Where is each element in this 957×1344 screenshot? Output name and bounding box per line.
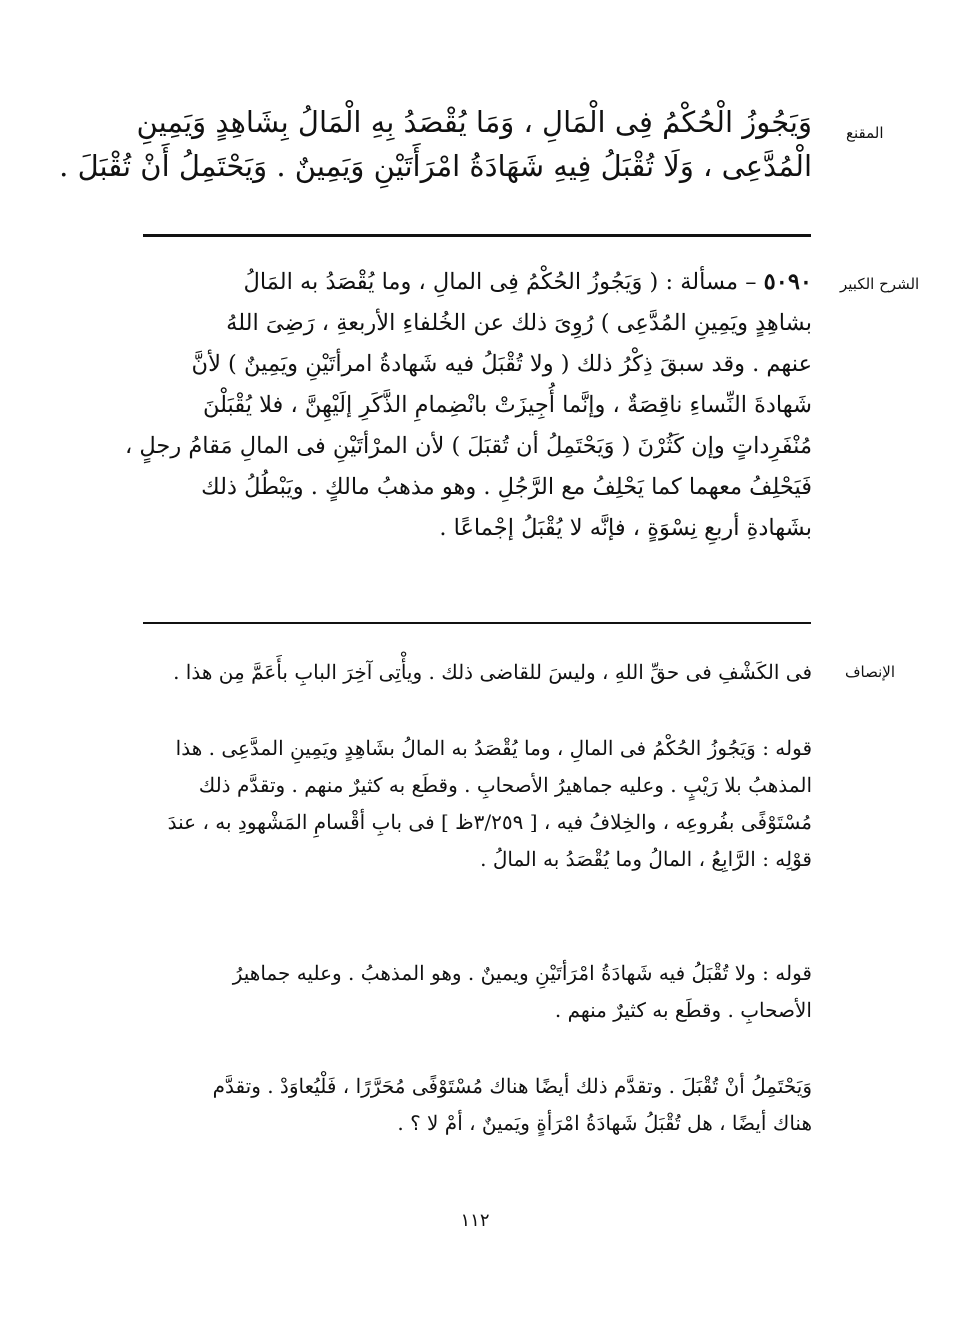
insaf-paragraph: [140, 955, 812, 1029]
muqni-line: الْمُدَّعِى ، وَلَا تُقْبَلُ فِيهِ شَهَادَةُ امْرَأَتَيْنِ وَيَمِينٌ . وَيَحْتَمِلُ أَنْ تُقْبَلَ .: [59, 149, 812, 183]
label-muqni: المقنع: [846, 124, 884, 142]
sharh-line: فَيَحْلِفُ معهما كما يَحْلِفُ مع الرَّجُلِ . وهو مذهبُ مالكٍ . ويَبْطُلُ ذلك: [201, 474, 812, 500]
insaf-line: فى الكَشْفِ فى حقِّ اللهِ ، وليسَ للقاضى ذلك . ويأْتِى آخِرَ البابِ بأَعَمَّ مِن هذا .: [173, 660, 812, 684]
section-divider: [143, 622, 811, 624]
sharh-line: بشاهِدٍ ويَمِينِ المُدَّعِى ) رُوِىَ ذلك عن الخُلفاءِ الأربعةِ ، رَضِىَ اللهُ: [226, 310, 812, 336]
insaf-line: قوله : وَيَجُوزُ الحُكْمُ فى المالِ ، وما يُقْصَدُ به المالُ بشَاهِدٍ ويَمِينِ المدَّعِى . هذا: [175, 736, 812, 760]
insaf-line: قوله : ولا تُقْبَلُ فيه شَهادَةُ امْرَأتَيْنِ ويمينٌ . وهو المذهبُ . وعليه جماهيرُ: [232, 961, 812, 985]
sharh-line-text: – مسألة : ( وَيَجُوزُ الحُكْمُ فِى المالِ ، وما يُقْصَدُ به المَالُ: [243, 269, 757, 295]
insaf-paragraph: [140, 1068, 812, 1142]
sharh-line: عنهم . وقد سبقَ ذِكْرُ ذلك ( ولا تُقْبَلُ فيه شَهادةُ امرأتَيْنِ ويَمِينٌ ) لأنَّ: [191, 351, 812, 377]
sharh-line: مُنْفَرِداتٍ وإن كَثُرْنَ ( وَيَحْتَمِلُ أن تُقبَلَ ) لأن المرْأتَيْنِ فى المالِ مَقامُ رجلٍ ،: [124, 433, 812, 459]
page-number: ١١٢: [460, 1210, 490, 1231]
insaf-line: وَيَحْتَمِلُ أنْ تُقْبَلَ . وتقدَّم ذلك أيضًا هناك مُسْتَوْفًى مُحَرَّرًا ، فَلْيُعاوَدْ . وتقدَّم: [212, 1074, 812, 1098]
insaf-paragraph: [140, 730, 812, 878]
insaf-line: المذهبُ بلا رَيْبٍ . وعليه جماهيرُ الأصحابِ . وقطَع به كثيرٌ منهم . وتقدَّم ذلك: [198, 773, 812, 797]
issue-number: ٥٠٩٠: [763, 269, 812, 295]
sharh-line: [140, 262, 812, 303]
insaf-text: [140, 655, 812, 689]
muqni-text: [59, 100, 812, 188]
insaf-line: قوْلِه : الرَّابِعُ ، المالُ وما يُقْصَدُ به المالُ .: [480, 847, 812, 871]
section-divider: [143, 234, 811, 237]
insaf-line: الأصحابِ . وقطَع به كثيرٌ منهم .: [554, 998, 812, 1022]
label-insaf: الإنصاف: [845, 663, 896, 681]
insaf-line: مُسْتَوْفًى بفُروعِه ، والخِلافُ فيه ، [ ٣/٢٥٩ظ ] فى بابِ أقْسامِ المَشْهودِ به ، عندَ: [167, 810, 812, 834]
sharh-line: شَهادةَ النِّساءِ ناقِصَةٌ ، وإنَّما أُجِيزَتْ بانْضِمامِ الذَّكَرِ إلَيْهِنَّ ، فلا يُقْبَلْنَ: [202, 392, 812, 418]
insaf-line: هناك أيضًا ، هل تُقْبَلُ شَهادَةُ امْرَأةٍ ويَمينٌ ، أمْ لا ؟ .: [397, 1111, 812, 1135]
sharh-line: بشَهادةِ أربعِ نِسْوَةٍ ، فإنَّه لا يُقْبَلُ إجْماعًا .: [439, 515, 812, 541]
sharh-kabir-text: [124, 262, 812, 549]
label-sharh-kabir: الشرح الكبير: [840, 275, 920, 293]
muqni-line: وَيَجُوزُ الْحُكْمُ فِى الْمَالِ ، وَمَا يُقْصَدُ بِهِ الْمَالُ بِشَاهِدٍ وَيَمِينِ: [136, 105, 812, 139]
